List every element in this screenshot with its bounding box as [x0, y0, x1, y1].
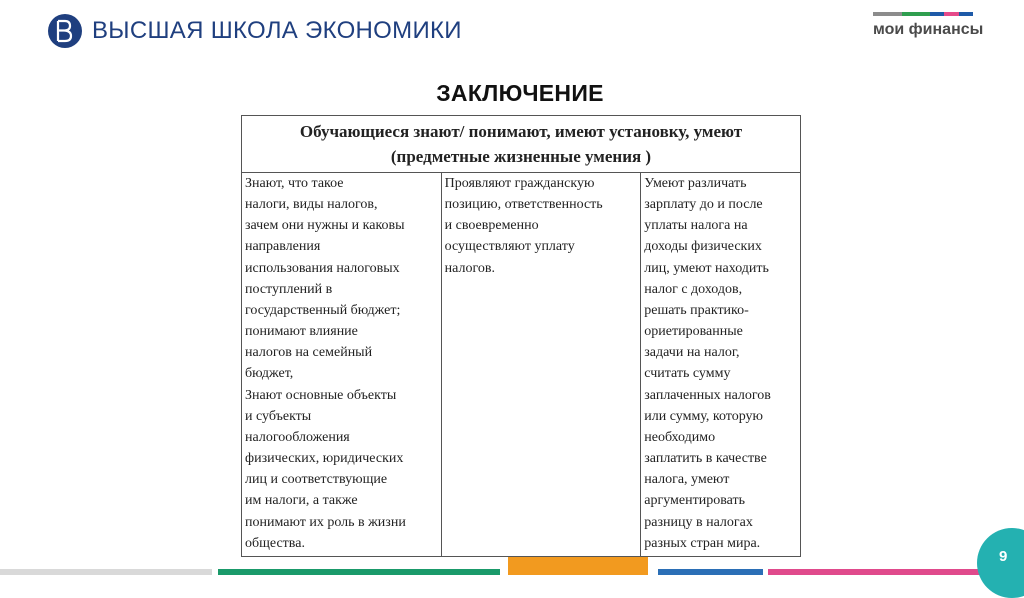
logo-stripe: [902, 12, 916, 16]
table-header-line-2: (предметные жизненные умения ): [390, 147, 652, 166]
moi-finansy-label: мои финансы: [873, 21, 984, 38]
page-number: 9: [999, 548, 1008, 565]
cell-text-line: разных стран мира.: [644, 535, 761, 551]
cell-text-line: и субъекты: [245, 408, 312, 424]
cell-text-line: понимают их роль в жизни: [245, 514, 406, 530]
cell-text-line: зачем они нужны и каковы: [245, 218, 405, 234]
moi-finansy-logo: [873, 12, 984, 39]
cell-text-line: Знают основные объекты: [245, 387, 397, 403]
table-row: [242, 173, 801, 557]
cell-text-line: или сумму, которую: [644, 408, 764, 424]
logo-stripe: [887, 12, 901, 16]
cell-text-line: и своевременно: [444, 218, 539, 234]
cell-text-line: ориетированные: [644, 324, 743, 340]
table-header-cell: [242, 116, 801, 173]
hse-name: ВЫСШАЯ ШКОЛА ЭКОНОМИКИ: [92, 17, 462, 44]
cell-text-line: бюджет,: [245, 366, 294, 382]
cell-text-line: налоги, виды налогов,: [245, 197, 378, 213]
attitude-cell: [441, 173, 641, 557]
cell-text-line: понимают влияние: [245, 324, 358, 340]
cell-text-line: общества.: [245, 535, 305, 551]
cell-text-line: Знают, что такое: [245, 176, 344, 191]
table-header-row: [242, 116, 801, 173]
cell-text-line: считать сумму: [644, 366, 731, 382]
logo-stripes: [873, 12, 973, 16]
cell-text-line: использования налоговых: [245, 260, 400, 276]
footer-bar-segment: [508, 557, 648, 575]
logo-stripe: [916, 12, 930, 16]
cell-text-line: налогов.: [444, 260, 495, 276]
cell-text-line: лиц и соответствующие: [245, 472, 388, 488]
cell-text-line: разницу в налогах: [644, 514, 753, 530]
footer-bar-segment: [500, 569, 508, 575]
cell-text-line: направления: [245, 239, 321, 255]
table-header-line-1: Обучающиеся знают/ понимают, имеют установку, умеют: [299, 122, 743, 141]
logo-stripe: [944, 12, 958, 16]
slide-title: ЗАКЛЮЧЕНИЕ: [436, 80, 604, 106]
footer-bar-segment: [0, 569, 212, 575]
skills-cell: [641, 173, 801, 557]
cell-text-line: поступлений в: [245, 281, 333, 297]
knowledge-cell: [242, 173, 442, 557]
cell-text-line: уплаты налога на: [644, 218, 748, 234]
footer-bar-segment: [648, 569, 658, 575]
cell-text-line: позицию, ответственность: [444, 197, 603, 213]
cell-text-line: лиц, умеют находить: [644, 260, 769, 276]
cell-text-line: Проявляют гражданскую: [444, 176, 595, 191]
cell-text-line: налога, умеют: [644, 472, 730, 488]
cell-text-line: заплаченных налогов: [644, 387, 771, 403]
cell-text-line: им налоги, а также: [245, 493, 358, 509]
cell-text-line: осуществляют уплату: [444, 239, 575, 255]
cell-text-line: налогов на семейный: [245, 345, 373, 361]
cell-text-line: решать практико-: [644, 302, 749, 318]
conclusion-table: [241, 115, 801, 557]
logo-stripe: [873, 12, 887, 16]
footer-color-bar: [0, 569, 1024, 575]
cell-text-line: заплатить в качестве: [644, 451, 767, 467]
cell-text-line: доходы физических: [644, 239, 762, 255]
cell-text-line: Умеют различать: [644, 176, 747, 191]
cell-text-line: налог с доходов,: [644, 281, 743, 297]
logo-stripe: [959, 12, 973, 16]
cell-text-line: государственный бюджет;: [245, 302, 401, 318]
cell-text-line: задачи на налог,: [644, 345, 740, 361]
logo-stripe: [930, 12, 944, 16]
page-number-badge: [977, 528, 1024, 598]
cell-text-line: физических, юридических: [245, 451, 404, 467]
cell-text-line: налогообложения: [245, 429, 350, 445]
hse-emblem-icon: [48, 14, 82, 48]
cell-text-line: аргументировать: [644, 493, 745, 509]
footer-bar-segment: [218, 569, 500, 575]
cell-text-line: зарплату до и после: [644, 197, 763, 213]
footer-bar-segment: [658, 569, 763, 575]
cell-text-line: необходимо: [644, 429, 716, 445]
hse-logo: [48, 14, 462, 48]
